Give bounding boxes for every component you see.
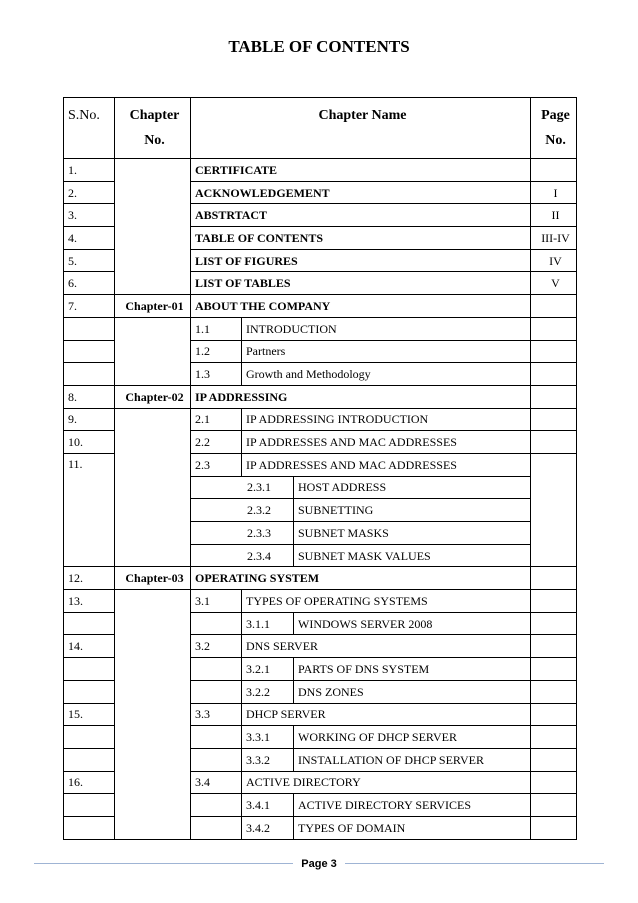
title-cell: TYPES OF DOMAIN	[294, 816, 531, 839]
title-cell: WORKING OF DHCP SERVER	[294, 726, 531, 749]
page-cell	[531, 363, 577, 386]
title-cell: PARTS OF DNS SYSTEM	[294, 658, 531, 681]
page-cell	[531, 658, 577, 681]
title-cell: TABLE OF CONTENTS	[191, 227, 531, 250]
blank-cell	[191, 816, 242, 839]
sno-cell	[64, 363, 115, 386]
blank-cell	[191, 680, 242, 703]
title-cell: LIST OF TABLES	[191, 272, 531, 295]
page-cell: III-IV	[531, 227, 577, 250]
table-row	[64, 590, 577, 613]
sno-cell: 3.	[64, 204, 115, 227]
page-cell	[531, 340, 577, 363]
sno-cell: 11.	[64, 453, 115, 566]
sno-cell	[64, 612, 115, 635]
page-number: Page 3	[293, 858, 344, 870]
page-cell	[531, 748, 577, 771]
page-cell	[531, 816, 577, 839]
page-cell	[531, 612, 577, 635]
sno-cell	[64, 340, 115, 363]
title-cell: ACKNOWLEDGEMENT	[191, 181, 531, 204]
page-cell	[531, 295, 577, 318]
title-cell: DHCP SERVER	[242, 703, 531, 726]
chapter-cell	[115, 159, 191, 295]
chapter-cell	[115, 317, 191, 385]
sno-cell	[64, 658, 115, 681]
subsection-number: 3.2.2	[242, 680, 294, 703]
title-cell: ABOUT THE COMPANY	[191, 295, 531, 318]
sno-cell: 7.	[64, 295, 115, 318]
title-cell: Growth and Methodology	[242, 363, 531, 386]
table-row	[64, 408, 577, 431]
page-cell	[531, 635, 577, 658]
sno-cell	[64, 726, 115, 749]
page-cell	[531, 590, 577, 613]
sno-cell: 16.	[64, 771, 115, 794]
blank-cell	[191, 794, 242, 817]
section-number: 2.2	[191, 431, 242, 454]
title-cell: Partners	[242, 340, 531, 363]
title-cell: TYPES OF OPERATING SYSTEMS	[242, 590, 531, 613]
blank-cell	[191, 612, 242, 635]
page-cell	[531, 567, 577, 590]
table-row	[64, 567, 577, 590]
subsection-number: 3.3.2	[242, 748, 294, 771]
subsection-number: 3.1.1	[242, 612, 294, 635]
title-cell: SUBNET MASKS	[294, 522, 531, 545]
subsection-number: 2.3.1	[191, 476, 294, 499]
subsection-number: 3.2.1	[242, 658, 294, 681]
section-number: 2.1	[191, 408, 242, 431]
page-footer	[0, 858, 638, 870]
title-cell: DNS SERVER	[242, 635, 531, 658]
page-cell	[531, 453, 577, 566]
title-cell: IP ADDRESSING	[191, 385, 531, 408]
section-number: 2.3	[191, 453, 242, 476]
section-number: 1.3	[191, 363, 242, 386]
title-cell: SUBNET MASK VALUES	[294, 544, 531, 567]
page-cell: I	[531, 181, 577, 204]
chapter-cell	[115, 590, 191, 840]
sno-cell	[64, 816, 115, 839]
chapter-label: Chapter-03	[115, 567, 191, 590]
blank-cell	[191, 748, 242, 771]
page-cell	[531, 771, 577, 794]
page-cell: V	[531, 272, 577, 295]
page-cell	[531, 408, 577, 431]
chapter-label: Chapter-01	[115, 295, 191, 318]
sno-cell: 10.	[64, 431, 115, 454]
title-cell: IP ADDRESSING INTRODUCTION	[242, 408, 531, 431]
sno-cell	[64, 317, 115, 340]
page-cell	[531, 159, 577, 182]
sno-cell	[64, 748, 115, 771]
section-number: 1.2	[191, 340, 242, 363]
page-header: Page No.	[531, 98, 577, 159]
title-cell: ACTIVE DIRECTORY SERVICES	[294, 794, 531, 817]
chapter-label: Chapter-02	[115, 385, 191, 408]
subsection-number: 2.3.3	[191, 522, 294, 545]
sno-cell: 2.	[64, 181, 115, 204]
title-cell: WINDOWS SERVER 2008	[294, 612, 531, 635]
subsection-number: 3.4.2	[242, 816, 294, 839]
subsection-number: 3.4.1	[242, 794, 294, 817]
sno-cell: 14.	[64, 635, 115, 658]
sno-cell: 13.	[64, 590, 115, 613]
page-cell	[531, 385, 577, 408]
title-cell: ACTIVE DIRECTORY	[242, 771, 531, 794]
page-cell	[531, 703, 577, 726]
title-cell: OPERATING SYSTEM	[191, 567, 531, 590]
section-number: 3.3	[191, 703, 242, 726]
chapter-name-header: Chapter Name	[191, 98, 531, 159]
title-cell: ABSTRTACT	[191, 204, 531, 227]
sno-cell	[64, 794, 115, 817]
page-cell	[531, 794, 577, 817]
sno-cell	[64, 680, 115, 703]
table-row	[64, 317, 577, 340]
title-cell: DNS ZONES	[294, 680, 531, 703]
section-number: 3.2	[191, 635, 242, 658]
title-cell: INTRODUCTION	[242, 317, 531, 340]
sno-header: S.No.	[64, 98, 115, 159]
sno-cell: 1.	[64, 159, 115, 182]
blank-cell	[191, 726, 242, 749]
page-cell: IV	[531, 249, 577, 272]
title-cell: LIST OF FIGURES	[191, 249, 531, 272]
page-cell: II	[531, 204, 577, 227]
section-number: 3.4	[191, 771, 242, 794]
title-cell: IP ADDRESSES AND MAC ADDRESSES	[242, 453, 531, 476]
toc-table	[63, 97, 577, 840]
title-cell: IP ADDRESSES AND MAC ADDRESSES	[242, 431, 531, 454]
section-number: 3.1	[191, 590, 242, 613]
title-cell: INSTALLATION OF DHCP SERVER	[294, 748, 531, 771]
subsection-number: 2.3.4	[191, 544, 294, 567]
sno-cell: 4.	[64, 227, 115, 250]
sno-cell: 8.	[64, 385, 115, 408]
sno-cell: 6.	[64, 272, 115, 295]
table-row	[64, 295, 577, 318]
table-row	[64, 159, 577, 182]
sno-cell: 15.	[64, 703, 115, 726]
page-cell	[531, 317, 577, 340]
page-cell	[531, 680, 577, 703]
title-cell: CERTIFICATE	[191, 159, 531, 182]
sno-cell: 12.	[64, 567, 115, 590]
page-cell	[531, 431, 577, 454]
sno-cell: 5.	[64, 249, 115, 272]
header-row	[64, 98, 577, 159]
subsection-number: 2.3.2	[191, 499, 294, 522]
page-title: TABLE OF CONTENTS	[228, 37, 410, 56]
table-row	[64, 385, 577, 408]
page-cell	[531, 726, 577, 749]
chapter-header: Chapter No.	[115, 98, 191, 159]
sno-cell: 9.	[64, 408, 115, 431]
subsection-number: 3.3.1	[242, 726, 294, 749]
title-cell: HOST ADDRESS	[294, 476, 531, 499]
chapter-cell	[115, 408, 191, 567]
blank-cell	[191, 658, 242, 681]
section-number: 1.1	[191, 317, 242, 340]
title-cell: SUBNETTING	[294, 499, 531, 522]
